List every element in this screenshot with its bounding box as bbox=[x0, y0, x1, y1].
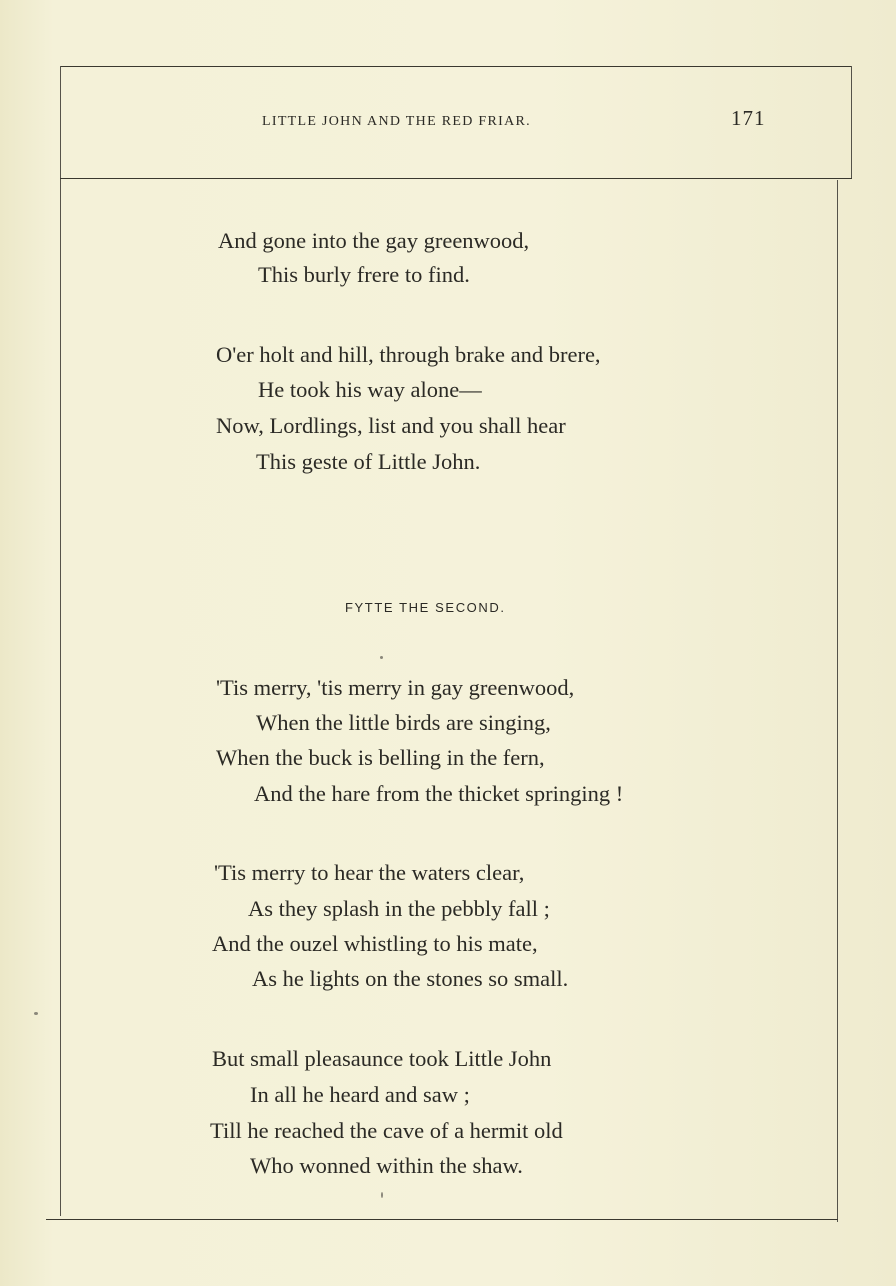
page-number: 171 bbox=[731, 106, 766, 130]
verse-line: O'er holt and hill, through brake and brere, bbox=[216, 342, 601, 367]
verse-line: Till he reached the cave of a hermit old bbox=[210, 1118, 563, 1143]
verse-line: He took his way alone— bbox=[258, 377, 482, 402]
frame-right-rule-lower bbox=[837, 180, 838, 1222]
verse-line: As he lights on the stones so small. bbox=[252, 966, 569, 991]
verse-line: And the ouzel whistling to his mate, bbox=[212, 931, 538, 956]
header-rule bbox=[60, 178, 852, 179]
paper-speck bbox=[34, 1012, 38, 1015]
section-heading: FYTTE THE SECOND. bbox=[345, 600, 506, 615]
verse-line: And gone into the gay greenwood, bbox=[218, 228, 530, 253]
paper-speck bbox=[381, 1192, 383, 1198]
verse-line: This geste of Little John. bbox=[256, 449, 481, 474]
verse-line: As they splash in the pebbly fall ; bbox=[248, 896, 550, 921]
frame-top-rule bbox=[60, 66, 852, 67]
verse-line: This burly frere to find. bbox=[258, 262, 470, 287]
frame-right-rule-upper bbox=[851, 66, 852, 178]
verse-line: 'Tis merry, 'tis merry in gay greenwood, bbox=[216, 675, 575, 700]
verse-line: When the little birds are singing, bbox=[256, 710, 551, 735]
verse-line: When the buck is belling in the fern, bbox=[216, 745, 545, 770]
running-head: LITTLE JOHN AND THE RED FRIAR. bbox=[262, 114, 531, 129]
frame-bottom-rule bbox=[46, 1219, 838, 1220]
verse-line: And the hare from the thicket springing ! bbox=[254, 781, 624, 806]
verse-line: Now, Lordlings, list and you shall hear bbox=[216, 413, 566, 438]
verse-line: Who wonned within the shaw. bbox=[250, 1153, 523, 1178]
verse-line: But small pleasaunce took Little John bbox=[212, 1046, 552, 1071]
verse-line: In all he heard and saw ; bbox=[250, 1082, 470, 1107]
frame-left-rule bbox=[60, 66, 61, 1216]
verse-line: 'Tis merry to hear the waters clear, bbox=[214, 860, 525, 885]
paper-speck bbox=[380, 656, 383, 659]
